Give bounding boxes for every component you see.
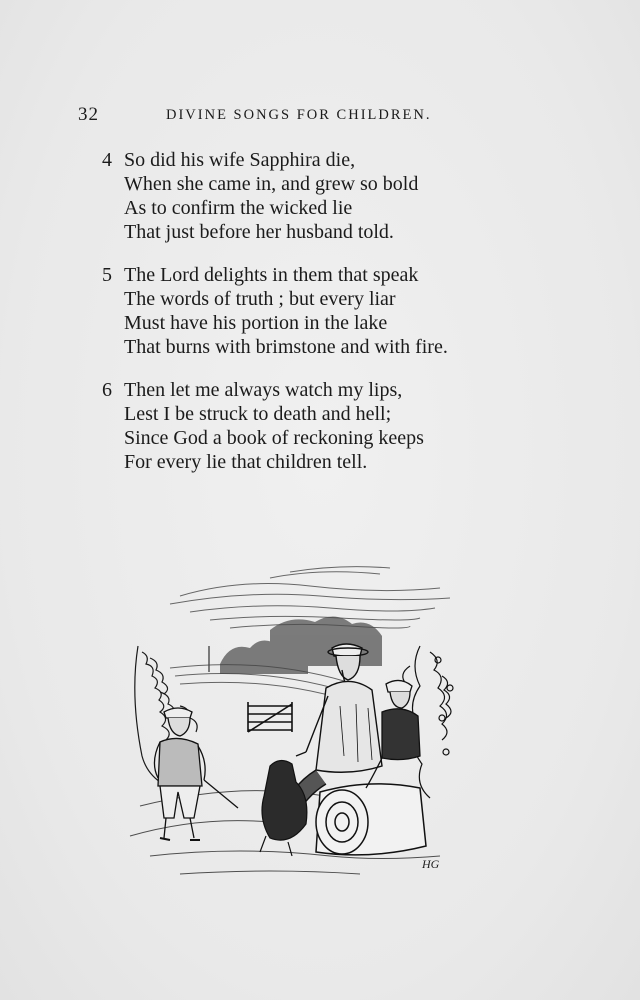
stanza-4 (0, 148, 640, 244)
field-gate (248, 702, 292, 732)
verse-line: Lest I be struck to death and hell; (124, 403, 392, 425)
stanza-6 (0, 378, 640, 474)
poem (0, 148, 640, 493)
running-title: DIVINE SONGS FOR CHILDREN. (166, 107, 432, 123)
stanza-number: 6 (102, 379, 112, 401)
stanza-number: 4 (102, 149, 112, 171)
verse-line: Then let me always watch my lips, (124, 379, 403, 401)
verse-line: The words of truth ; but every liar (124, 288, 396, 310)
verse-line: That just before her husband told. (124, 221, 394, 243)
stanza-5 (0, 263, 640, 359)
sky-clouds (170, 567, 450, 628)
artist-signature: HG (422, 857, 440, 871)
standing-boy (154, 708, 238, 840)
verse-line: Since God a book of reckoning keeps (124, 427, 424, 449)
verse-line: So did his wife Sapphira die, (124, 149, 356, 171)
verse-line: For every lie that children tell. (124, 451, 368, 473)
stanza-lines (124, 148, 640, 244)
verse-line: As to confirm the wicked lie (124, 197, 353, 219)
verse-line: That burns with brimstone and with fire. (124, 336, 448, 358)
verse-line: Must have his portion in the lake (124, 312, 388, 334)
engraving-svg (120, 556, 490, 892)
verse-line: When she came in, and grew so bold (124, 173, 419, 195)
stanza-lines (124, 378, 640, 474)
stanza-number: 5 (102, 264, 112, 286)
fallen-log (316, 784, 426, 855)
engraving-illustration (120, 556, 490, 892)
page-number: 32 (78, 104, 99, 125)
page-header (0, 104, 640, 132)
verse-line: The Lord delights in them that speak (124, 264, 419, 286)
dog (260, 760, 307, 856)
stanza-lines (124, 263, 640, 359)
